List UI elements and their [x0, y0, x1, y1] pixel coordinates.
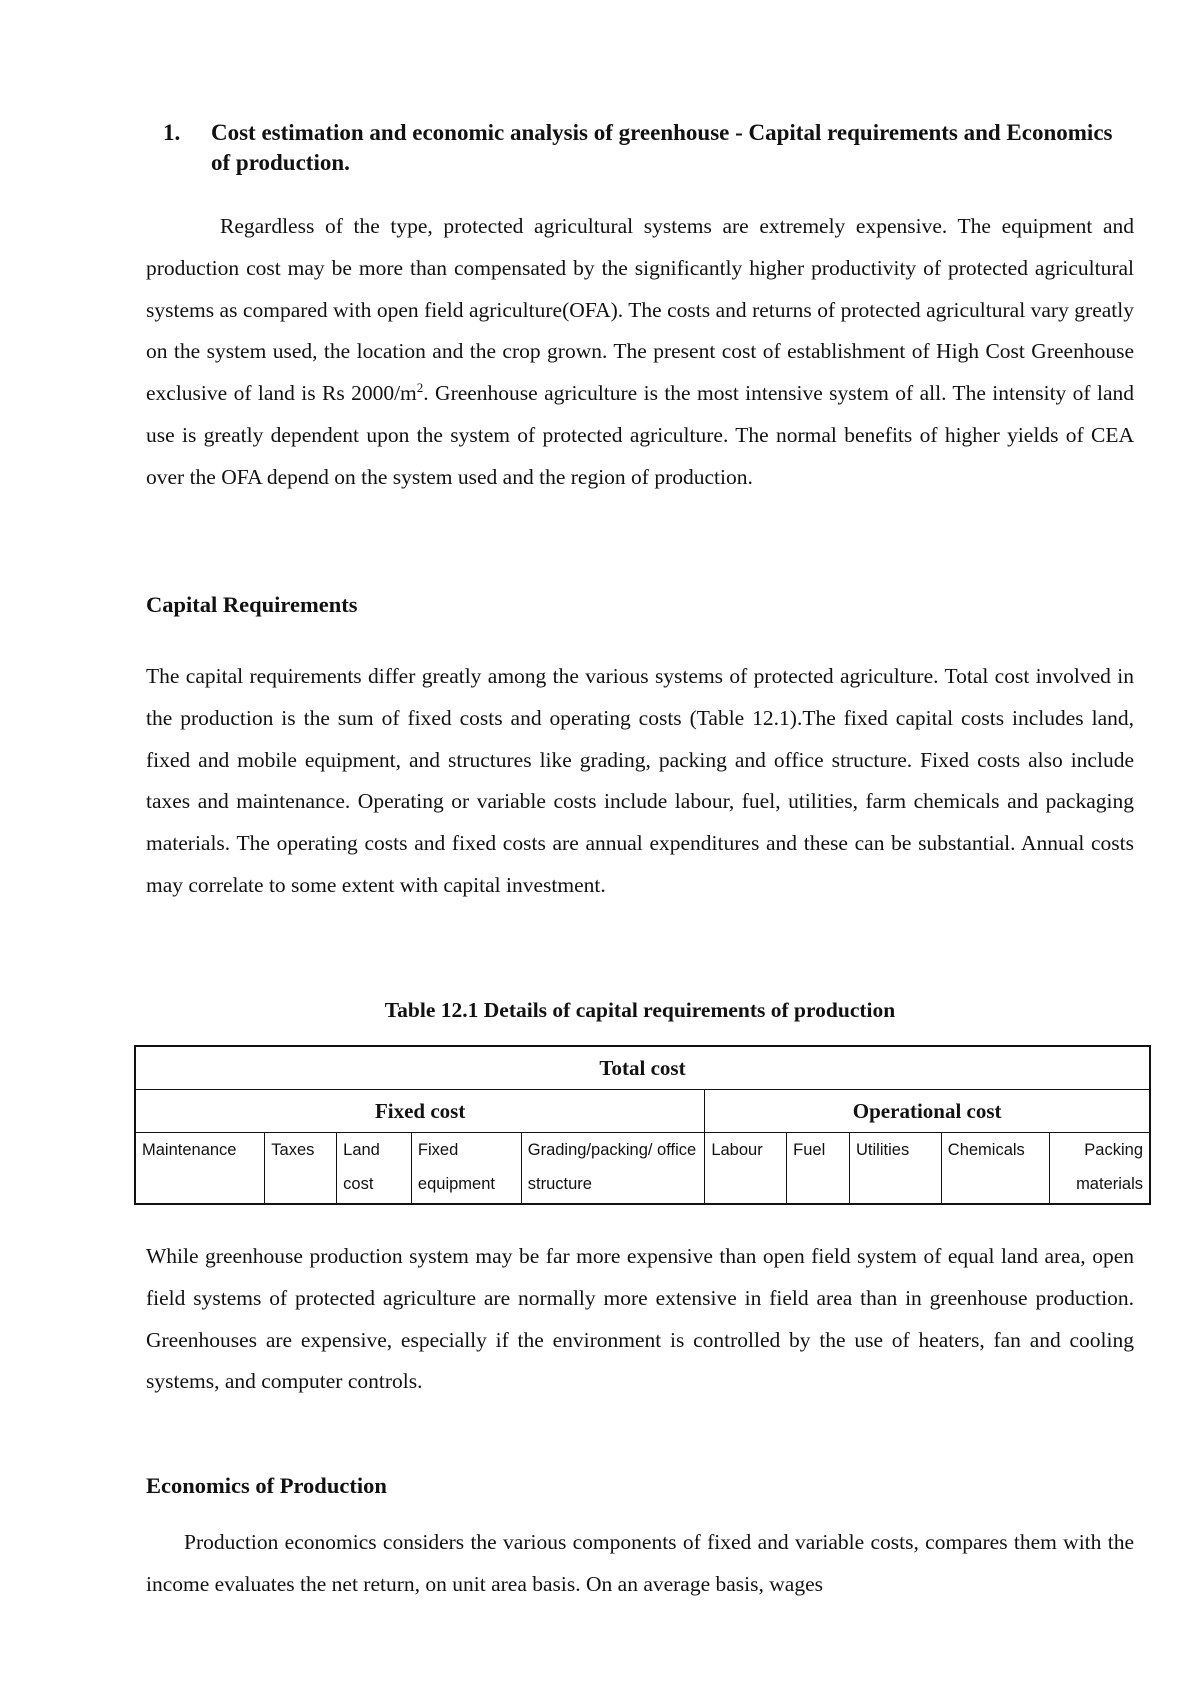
- section-number: 1.: [163, 120, 181, 145]
- table-cell-labour: Labour: [705, 1133, 787, 1205]
- table-caption: Table 12.1 Details of capital requirements of production: [384, 998, 896, 1022]
- table-cell-packing-materials: Packing materials: [1049, 1133, 1150, 1205]
- table-cell-maintenance: Maintenance: [135, 1133, 265, 1205]
- intro-text-part2: . Greenhouse agriculture is the most intensive system of all. The intensity of land use is greatly dependent upon the system of protected agriculture. The normal benefits of higher yields of CEA over the OFA depend on the system used and the region of production.: [146, 381, 1134, 489]
- table-cell-fixed-equipment: Fixed equipment: [411, 1133, 521, 1205]
- superscript-2: 2: [416, 380, 424, 396]
- intro-text-part1: Regardless of the type, protected agricultural systems are extremely expensive. The equipment and production cost may be more than compensated by the significantly higher productivity of protected agricultural systems as compared with open field agriculture(OFA). The costs and returns of protected agricultural vary greatly on the system used, the location and the crop grown. The present cost of establishment of High Cost Greenhouse exclusive of land is Rs 2000/m: [146, 214, 1134, 406]
- capital-requirements-paragraph: The capital requirements differ greatly among the various systems of protected agriculture. Total cost involved in the production is the sum of fixed costs and operating costs (Table 12.1).The fixed capital costs includes land, fixed and mobile equipment, and structures like grading, packing and office structure. Fixed costs also include taxes and maintenance. Operating or variable costs include labour, fuel, utilities, farm chemicals and packaging materials. The operating costs and fixed costs are annual expenditures and these can be substantial. Annual costs may correlate to some extent with capital investment.: [146, 664, 1134, 897]
- table-cell-grading-packing: Grading/packing/ office structure: [521, 1133, 705, 1205]
- capital-requirements-table: [134, 1045, 1151, 1205]
- capital-requirements-heading: Capital Requirements: [146, 592, 358, 617]
- table-cell-chemicals: Chemicals: [941, 1133, 1049, 1205]
- greenhouse-paragraph: While greenhouse production system may be far more expensive than open field system of equal land area, open field systems of protected agriculture are normally more extensive in field area than in greenhouse production. Greenhouses are expensive, especially if the environment is controlled by the use of heaters, fan and cooling systems, and computer controls.: [146, 1244, 1134, 1394]
- table-cell-taxes: Taxes: [265, 1133, 337, 1205]
- economics-paragraph: Production economics considers the various components of fixed and variable costs, compares them with the income evaluates the net return, on unit area basis. On an average basis, wages: [146, 1530, 1134, 1596]
- economics-heading: Economics of Production: [146, 1473, 387, 1498]
- fixed-cost-header: Fixed cost: [135, 1090, 705, 1133]
- operational-cost-header: Operational cost: [705, 1090, 1150, 1133]
- table-cell-utilities: Utilities: [850, 1133, 942, 1205]
- intro-paragraph: [146, 206, 1134, 499]
- section-title: Cost estimation and economic analysis of greenhouse - Capital requirements and Economics of production.: [211, 120, 1113, 175]
- table-cell-fuel: Fuel: [787, 1133, 850, 1205]
- total-cost-header: Total cost: [135, 1046, 1150, 1090]
- table-cell-land-cost: Land cost: [337, 1133, 412, 1205]
